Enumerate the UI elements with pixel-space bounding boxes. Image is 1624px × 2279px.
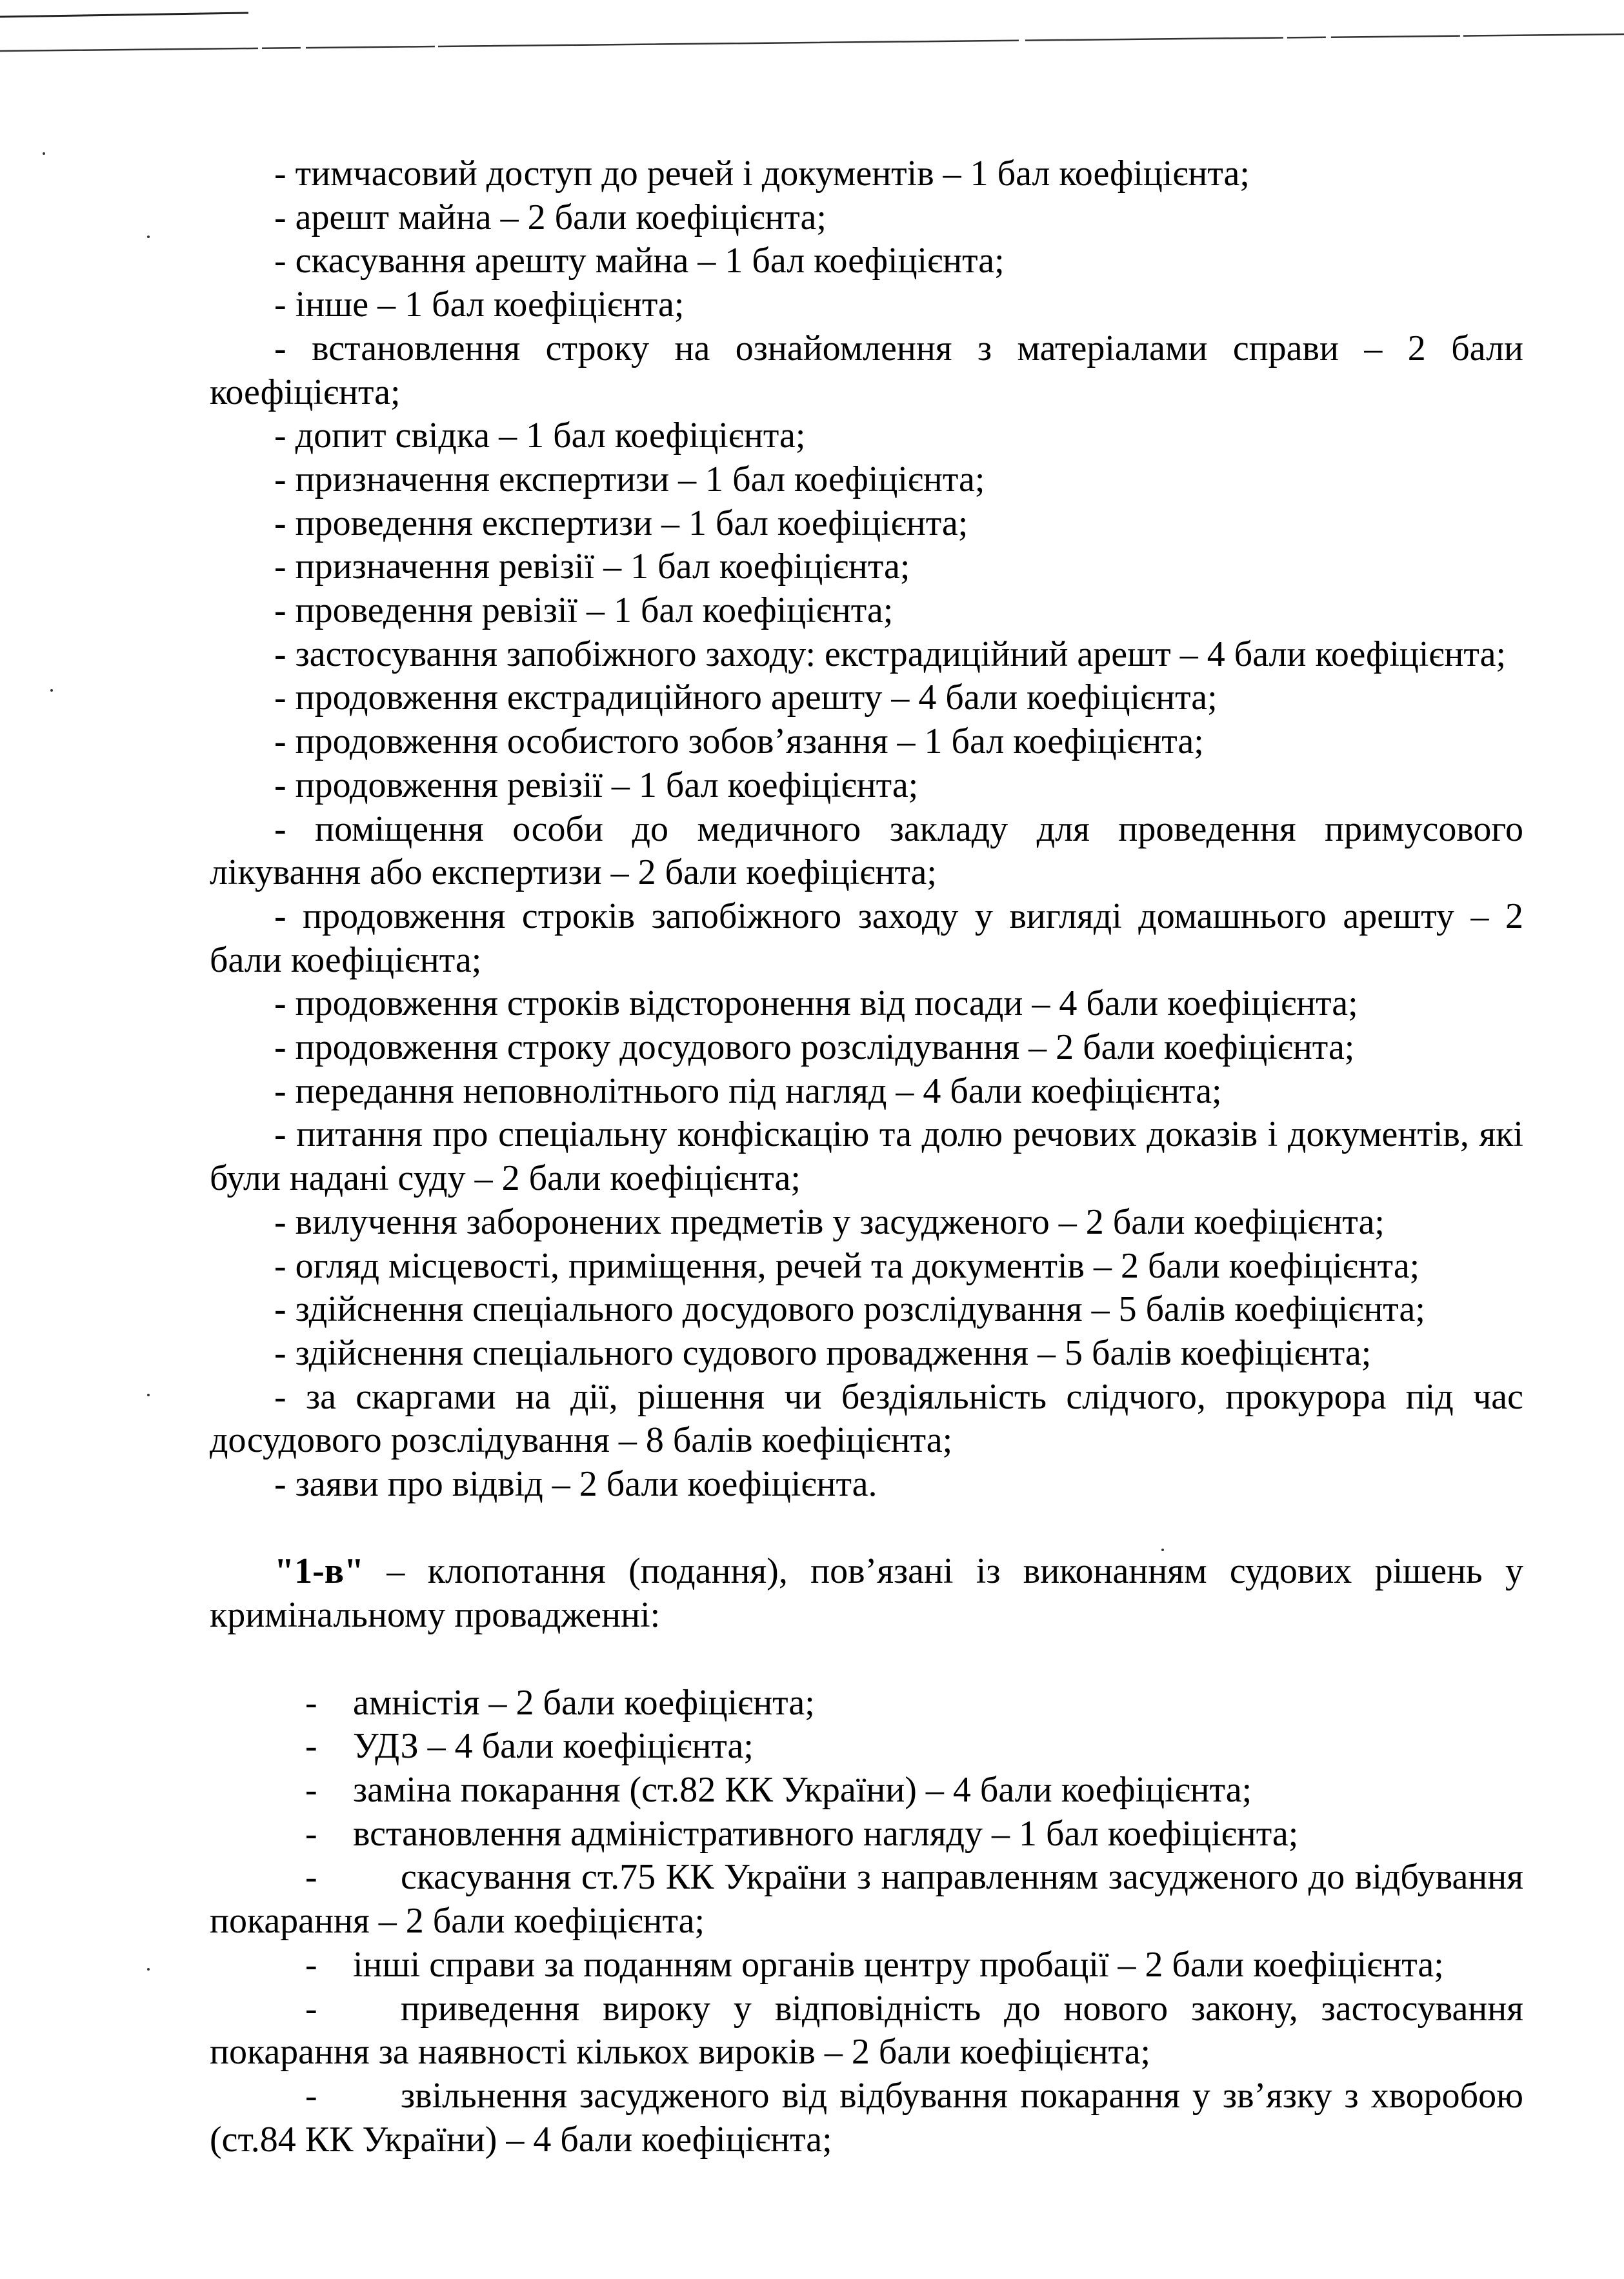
section-1b-list (210, 152, 1523, 1507)
list-item-text: заміна покарання (ст.82 КК України) – 4 бали коефіцієнта; (353, 1769, 1252, 1810)
list-item (210, 1856, 1523, 1943)
list-item: - проведення ревізії – 1 бал коефіцієнта; (274, 590, 894, 631)
dash-bullet: - (305, 1857, 317, 1898)
list-item: - інше – 1 бал коефіцієнта; (274, 285, 685, 325)
list-item: - застосування запобіжного заходу: екстрадиційний арешт – 4 бали коефіцієнта; (274, 634, 1507, 674)
scan-speck (147, 1394, 150, 1396)
list-item-text: приведення вироку у відповідність до нового закону, застосування покарання за наявності кількох вироків – 2 бали коефіцієнта; (210, 1988, 1523, 2073)
scan-speck (147, 1968, 150, 1971)
list-item: - призначення ревізії – 1 бал коефіцієнта; (274, 547, 910, 587)
list-item: - продовження екстрадиційного арешту – 4 бали коефіцієнта; (274, 678, 1218, 718)
list-item (210, 1987, 1523, 2074)
list-item: - тимчасовий доступ до речей і документів – 1 бал коефіцієнта; (274, 154, 1250, 194)
list-item: - вилучення заборонених предметів у засудженого – 2 бали коефіцієнта; (274, 1201, 1385, 1242)
list-item (210, 1725, 1523, 1769)
list-item-text: УДЗ – 4 бали коефіцієнта; (353, 1726, 754, 1767)
list-item (210, 1943, 1523, 1987)
list-item: - продовження строків відсторонення від посади – 4 бали коефіцієнта; (274, 983, 1358, 1024)
list-item: - огляд місцевості, приміщення, речей та документів – 2 бали коефіцієнта; (274, 1245, 1420, 1286)
section-1v-list (210, 1682, 1523, 2162)
list-item: - здійснення спеціального судового провадження – 5 балів коефіцієнта; (274, 1332, 1372, 1373)
list-item-text: встановлення адміністративного нагляду – 1 бал коефіцієнта; (353, 1813, 1299, 1854)
list-item-text: інші справи за поданням органів центру пробації – 2 бали коефіцієнта; (353, 1944, 1444, 1985)
list-item: - продовження строку досудового розслідування – 2 бали коефіцієнта; (274, 1027, 1355, 1068)
list-item: - призначення експертизи – 1 бал коефіцієнта; (274, 459, 985, 499)
list-item (210, 1812, 1523, 1856)
list-item-text: звільнення засудженого від відбування покарання у зв’язку з хворобою (ст.84 КК України) – 4 бали коефіцієнта; (210, 2075, 1523, 2160)
list-item: - за скаргами на дії, рішення чи бездіяльність слідчого, прокурора під час досудового розслідування – 8 балів коефіцієнта; (210, 1376, 1523, 1461)
list-item: - проведення експертизи – 1 бал коефіцієнта; (274, 503, 968, 543)
section-intro-text: – клопотання (подання), пов’язані із виконанням судових рішень у кримінальному провадженні: (210, 1551, 1523, 1636)
list-item (210, 1769, 1523, 1812)
dash-bullet: - (305, 1682, 317, 1723)
scan-speck (43, 152, 45, 155)
scan-speck (50, 689, 53, 692)
dash-bullet: - (305, 1813, 317, 1854)
list-item: - поміщення особи до медичного закладу для проведення примусового лікування або експертизи – 2 бали коефіцієнта; (210, 808, 1523, 893)
list-item: - передання неповнолітнього під нагляд – 4 бали коефіцієнта; (274, 1070, 1222, 1111)
list-item: - продовження особистого зобов’язання – 1 бал коефіцієнта; (274, 721, 1204, 762)
section-1v-intro (210, 1550, 1523, 1637)
list-item: - арешт майна – 2 бали коефіцієнта; (274, 197, 827, 237)
list-item-text: скасування ст.75 КК України з направленням засудженого до відбування покарання – 2 бали коефіцієнта; (210, 1857, 1523, 1942)
list-item: - продовження ревізії – 1 бал коефіцієнта; (274, 765, 919, 805)
list-item-text: амністія – 2 бали коефіцієнта; (353, 1682, 815, 1723)
scan-edge-lines (0, 0, 1624, 90)
dash-bullet: - (305, 1769, 317, 1810)
dash-bullet: - (305, 1944, 317, 1985)
dash-bullet: - (305, 1988, 317, 2029)
list-item: - здійснення спеціального досудового розслідування – 5 балів коефіцієнта; (274, 1289, 1425, 1330)
list-item: - встановлення строку на ознайомлення з матеріалами справи – 2 бали коефіцієнта; (210, 328, 1523, 412)
list-item: - питання про спеціальну конфіскацію та долю речових доказів і документів, які були надані суду – 2 бали коефіцієнта; (210, 1114, 1523, 1199)
list-item (210, 1682, 1523, 1725)
list-item: - скасування арешту майна – 1 бал коефіцієнта; (274, 241, 1005, 281)
dash-bullet: - (305, 2075, 317, 2116)
dash-bullet: - (305, 1726, 317, 1767)
list-item: - продовження строків запобіжного заходу у вигляді домашнього арешту – 2 бали коефіцієнта; (210, 896, 1523, 980)
list-item: - допит свідка – 1 бал коефіцієнта; (274, 416, 806, 456)
list-item (210, 2074, 1523, 2162)
scan-speck (147, 236, 150, 238)
list-item: - заяви про відвід – 2 бали коефіцієнта. (274, 1464, 877, 1505)
section-code: "1-в" (274, 1551, 365, 1592)
document-page (210, 152, 1523, 2162)
